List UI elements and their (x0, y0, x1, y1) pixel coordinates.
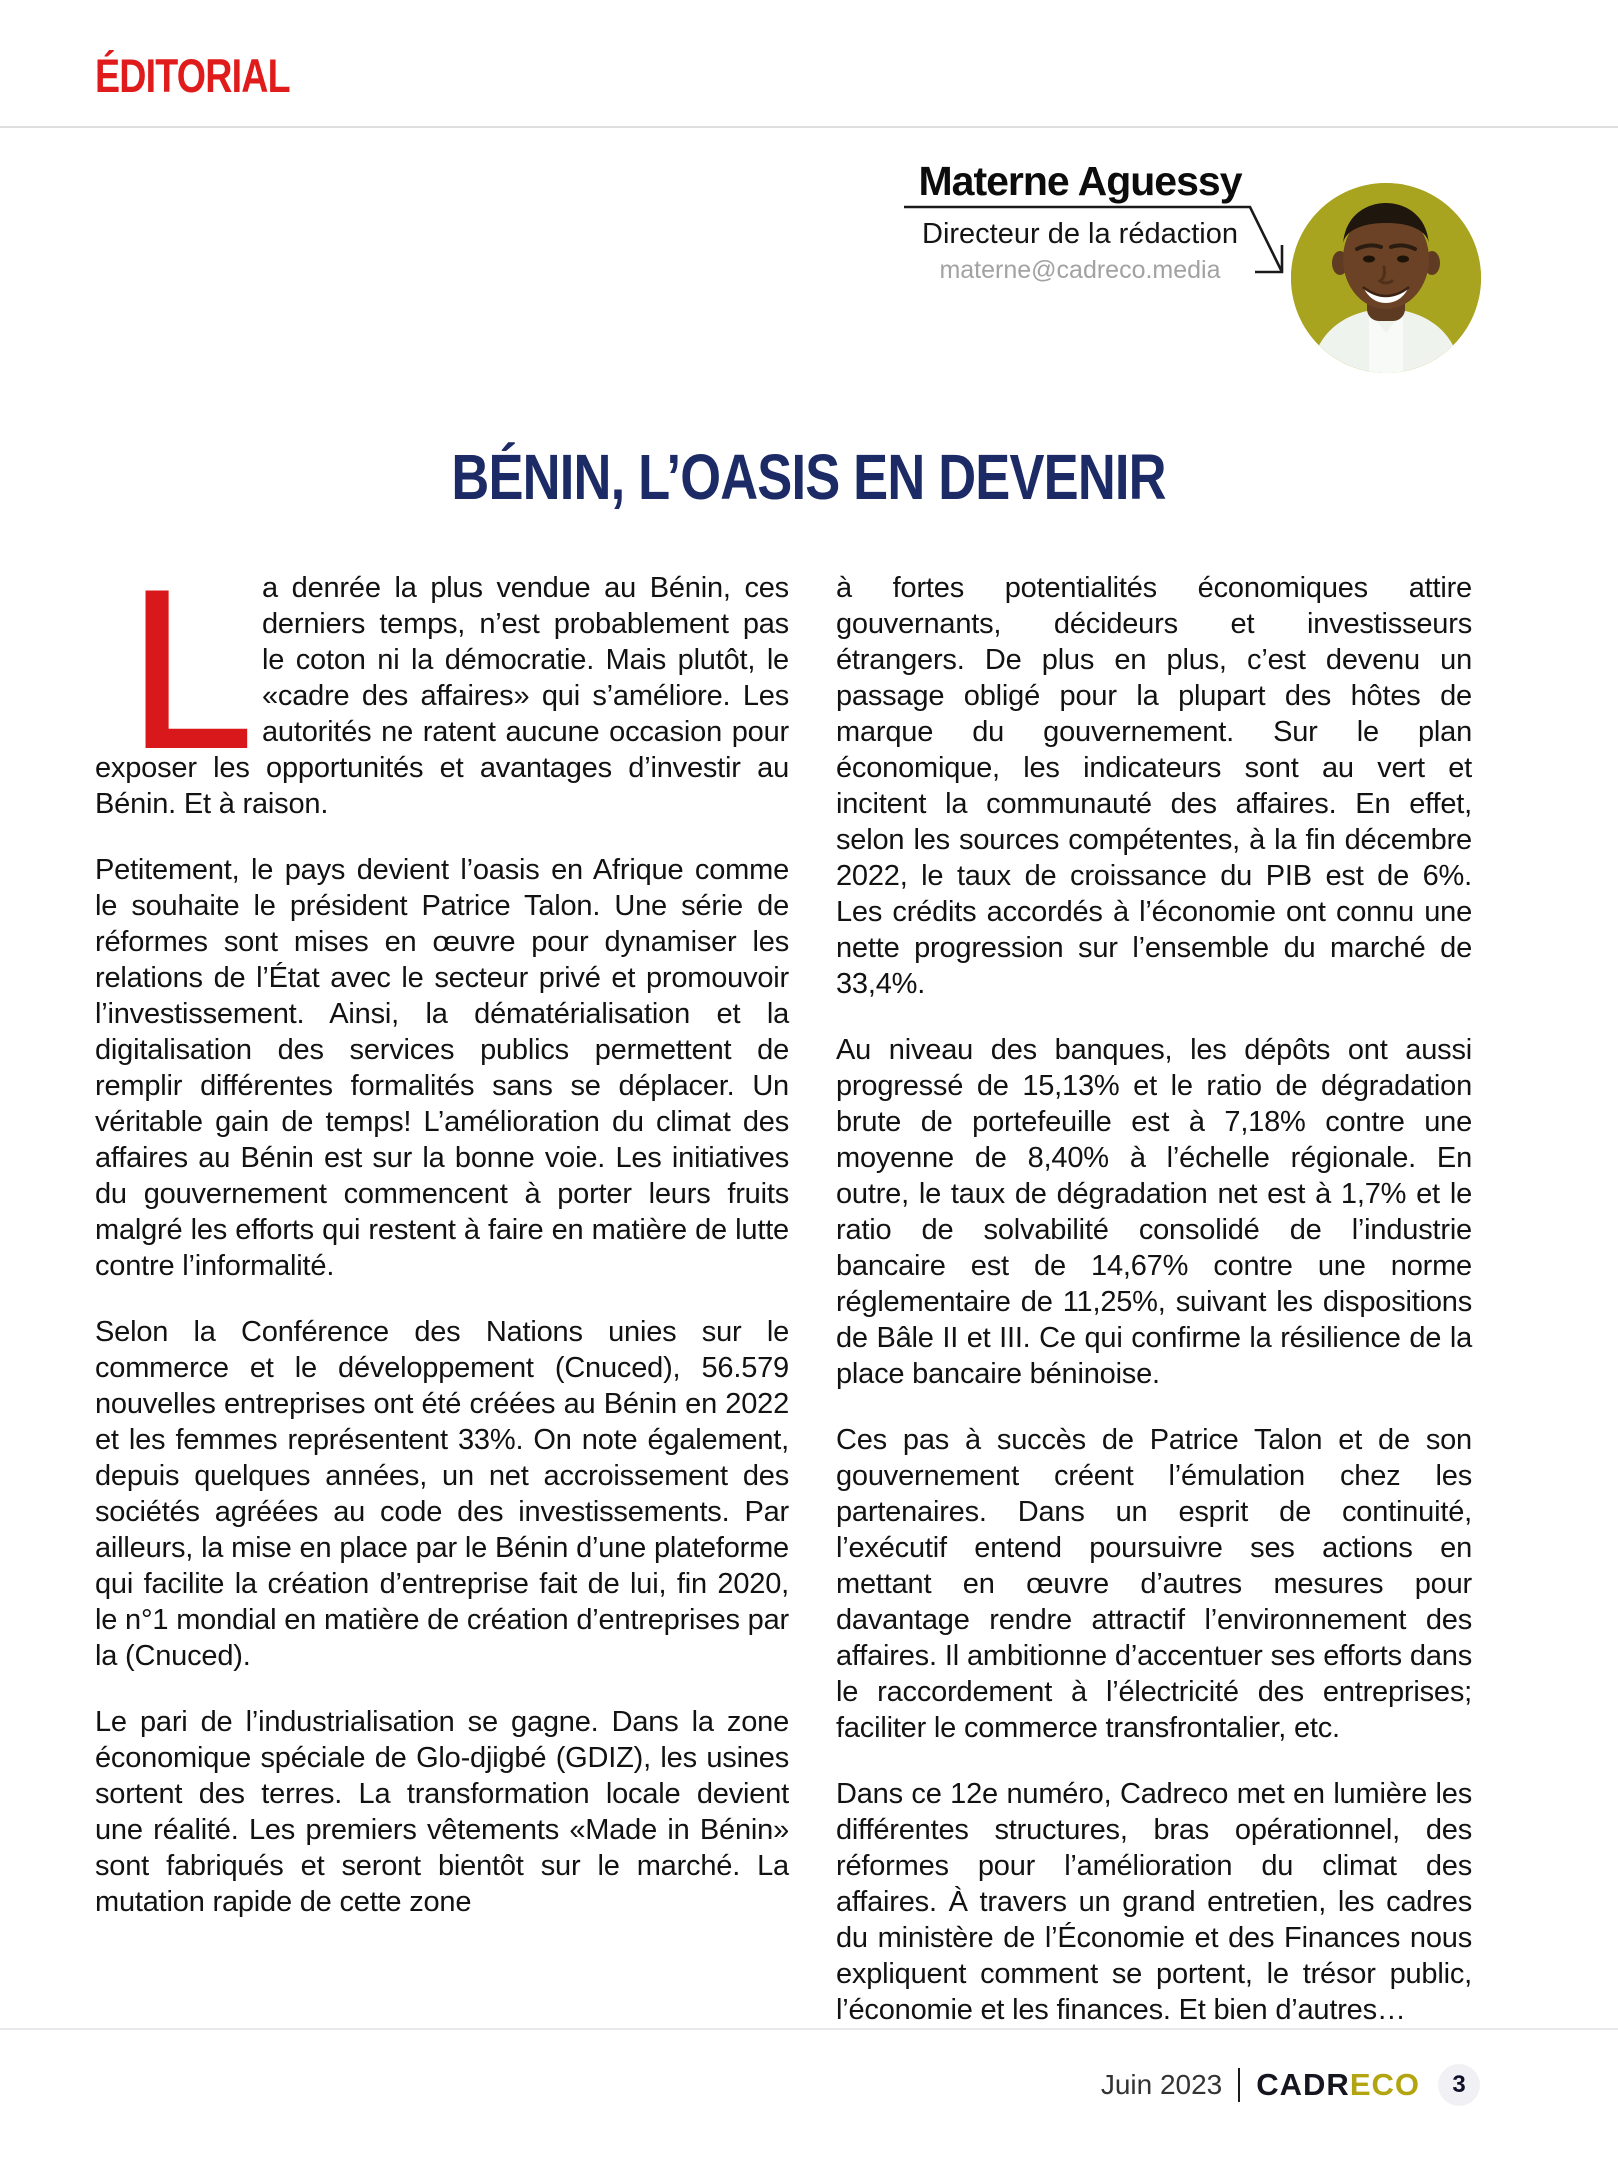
paragraph: Selon la Conférence des Nations unies sur le commerce et le développement (Cnuced), 56.579 nouvelles entreprises ont été créées au Bénin en 2022 et les femmes représentent 33%. On note également, depuis quelques années, un net accroissement des sociétés agréées au code des investissements. Par ailleurs, la mise en place par le Bénin d’une plateforme qui facilite la création d’entreprise fait de lui, fin 2020, le n°1 mondial en matière de création d’entreprises par la (Cnuced). (95, 1316, 789, 1672)
footer (1101, 2062, 1480, 2108)
paragraph: Le pari de l’industrialisation se gagne. Dans la zone économique spéciale de Glo-djigbé (GDIZ), les usines sortent des terres. La transformation locale devient une réalité. Les premiers vêtements «Made in Bénin» sont fabriqués et seront bientôt sur le marché. La mutation rapide de cette zone (95, 1706, 789, 1918)
author-photo (1291, 183, 1481, 373)
portrait-illustration (1291, 183, 1481, 373)
paragraph-lead-text: a denrée la plus vendue au Bénin, ces derniers temps, n’est probablement pas le coton ni la démocratie. Mais plutôt, le «cadre des affaires» qui s’améliore. Les autorités ne ratent aucune occasion pour exposer les opportunités et avantages d’investir au Bénin. Et à raison. (95, 572, 789, 820)
article-title-wrap (0, 440, 1618, 514)
paragraph: Ces pas à succès de Patrice Talon et de son gouvernement créent l’émulation chez les partenaires. Dans un esprit de continuité, l’exécutif entend poursuivre ses actions en mettant en œuvre d’autres mesures pour davantage rendre attractif l’environnement des affaires. Il ambitionne d’accentuer ses efforts dans le raccordement à l’électricité des entreprises; faciliter le commerce transfrontalier, etc. (836, 1424, 1472, 1744)
footer-divider (0, 2028, 1618, 2030)
paragraph: Petitement, le pays devient l’oasis en Afrique comme le souhaite le président Patrice Talon. Une série de réformes sont mises en œuvre pour dynamiser les relations de l’État avec le secteur privé et promouvoir l’investissement. Ainsi, la dématérialisation et la digitalisation des services publics permettent de remplir différentes formalités sans se déplacer. Un véritable gain de temps! L’amélioration du climat des affaires au Bénin est sur la bonne voie. Les initiatives du gouvernement commencent à porter leurs fruits malgré les efforts qui restent à faire en matière de lutte contre l’informalité. (95, 854, 789, 1282)
article-title: BÉNIN, L’OASIS EN DEVENIR (451, 441, 1167, 513)
author-role: Directeur de la rédaction (922, 218, 1238, 250)
section-kicker: ÉDITORIAL (95, 49, 290, 102)
magazine-brand (1256, 2067, 1420, 2103)
paragraph: Dans ce 12e numéro, Cadreco met en lumière les différentes structures, bras opérationnel, des réformes pour l’amélioration du climat des affaires. À travers un grand entretien, les cadres du ministère de l’Économie et des Finances nous expliquent comment se portent, le trésor public, l’économie et les finances. Et bien d’autres… (836, 1778, 1472, 2026)
paragraph-lead (95, 570, 789, 822)
brand-accent-part: ECO (1349, 2067, 1420, 2102)
author-name: Materne Aguessy (918, 158, 1242, 204)
footer-separator (1238, 2068, 1240, 2102)
body-column-left (95, 570, 789, 1950)
author-email: materne@cadreco.media (939, 256, 1221, 284)
paragraph: Au niveau des banques, les dépôts ont aussi progressé de 15,13% et le ratio de dégradation brute de portefeuille est à 7,18% contre une moyenne de 8,40% à l’échelle régionale. En outre, le taux de dégradation net est à 1,7% et le ratio de solvabilité consolidé de l’industrie bancaire est de 14,67% contre une norme réglementaire de 11,25%, suivant les dispositions de Bâle II et III. Ce qui confirme la résilience de la place bancaire béninoise. (836, 1034, 1472, 1390)
page-number-badge: 3 (1438, 2064, 1480, 2106)
paragraph: à fortes potentialités économiques attire gouvernants, décideurs et investisseurs étrangers. De plus en plus, c’est devenu un passage obligé pour la plupart des hôtes de marque du gouvernement. Sur le plan économique, les indicateurs sont au vert et incitent la communauté des affaires. En effet, selon les sources compétentes, à la fin décembre 2022, le taux de croissance du PIB est de 6%. Les crédits accordés à l’économie ont connu une nette progression sur l’ensemble du marché de 33,4%. (836, 572, 1472, 1000)
header-divider (0, 126, 1618, 128)
body-column-right (836, 570, 1472, 2058)
brand-dark-part: CADR (1256, 2067, 1350, 2102)
drop-cap-letter: L (128, 542, 254, 795)
drop-cap-spacer (95, 570, 262, 716)
footer-date: Juin 2023 (1100, 2069, 1223, 2100)
